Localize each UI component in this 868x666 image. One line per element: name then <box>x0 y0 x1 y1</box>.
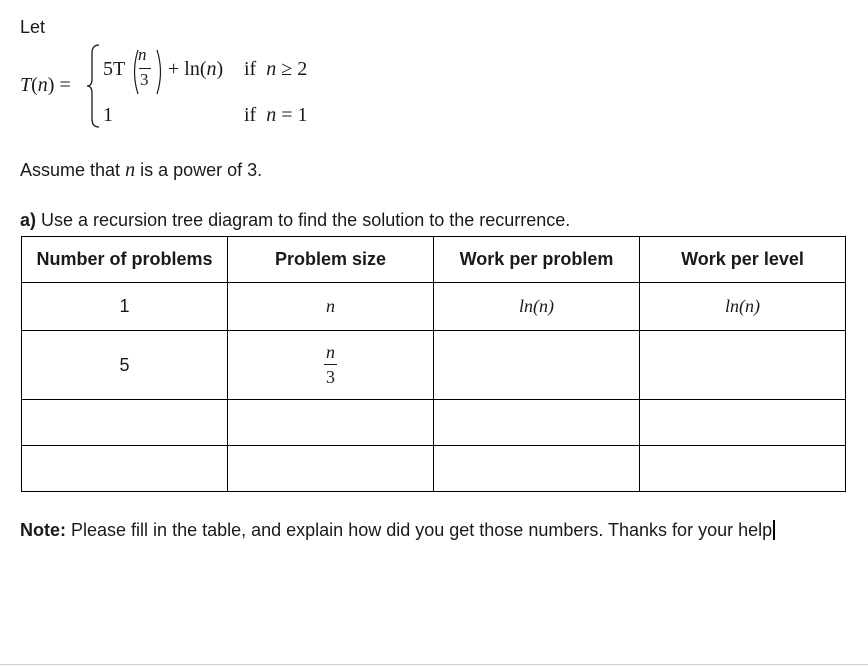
cell-count[interactable] <box>22 446 228 492</box>
lhs-function-name: T <box>20 74 32 96</box>
table-row <box>22 283 846 331</box>
text-caret <box>773 520 775 540</box>
part-a-prompt: a) Use a recursion tree diagram to find the solution to the recurrence. <box>20 210 571 230</box>
table-row <box>22 331 846 400</box>
table-row <box>22 446 846 492</box>
case2-condition: if n = 1 <box>244 104 308 126</box>
note-text[interactable]: Note: Please fill in the table, and explain how did you get those numbers. Thanks for your help <box>20 520 775 541</box>
header-number-of-problems: Number of problems <box>22 237 228 283</box>
case2-value: 1 <box>103 104 113 126</box>
case1-condition: if n ≥ 2 <box>244 58 308 80</box>
curly-brace-icon <box>86 43 102 129</box>
let-text: Let <box>20 17 46 37</box>
cell-work-level[interactable]: ln(n) <box>640 283 846 331</box>
lhs-open: ( <box>31 74 38 96</box>
cell-work-problem[interactable] <box>434 446 640 492</box>
table-row <box>22 400 846 446</box>
cell-work-problem[interactable] <box>434 331 640 400</box>
cell-work-problem[interactable] <box>434 400 640 446</box>
lhs-variable: n <box>37 74 48 96</box>
cell-work-problem[interactable]: ln(n) <box>434 283 640 331</box>
size-fraction: $\frac{n}{3}$ <box>326 342 335 387</box>
lhs-close: ) = <box>47 74 71 96</box>
cell-count[interactable]: 1 <box>22 283 228 331</box>
case1-log-term: + ln(n) <box>168 58 224 80</box>
table-header-row <box>22 237 846 283</box>
right-paren-icon <box>155 49 165 95</box>
recurrence-lhs <box>20 74 71 97</box>
cell-size[interactable] <box>228 400 434 446</box>
cell-work-level[interactable] <box>640 446 846 492</box>
case1-fraction-bar <box>139 68 151 69</box>
header-work-per-level: Work per level <box>640 237 846 283</box>
header-problem-size: Problem size <box>228 237 434 283</box>
case1-coefficient: 5T <box>103 58 126 80</box>
case1-fraction-denominator: 3 <box>140 70 149 89</box>
assumption-text: Assume that n is a power of 3. <box>20 159 263 181</box>
bottom-divider <box>0 664 868 665</box>
header-work-per-problem: Work per problem <box>434 237 640 283</box>
cell-size[interactable] <box>228 331 434 400</box>
cell-size[interactable] <box>228 446 434 492</box>
cell-count[interactable] <box>22 400 228 446</box>
cell-work-level[interactable] <box>640 331 846 400</box>
cell-count[interactable]: 5 <box>22 331 228 400</box>
case1-fraction-numerator: n <box>138 45 147 64</box>
cell-work-level[interactable] <box>640 400 846 446</box>
cell-size[interactable]: n <box>228 283 434 331</box>
recursion-table <box>21 236 846 492</box>
